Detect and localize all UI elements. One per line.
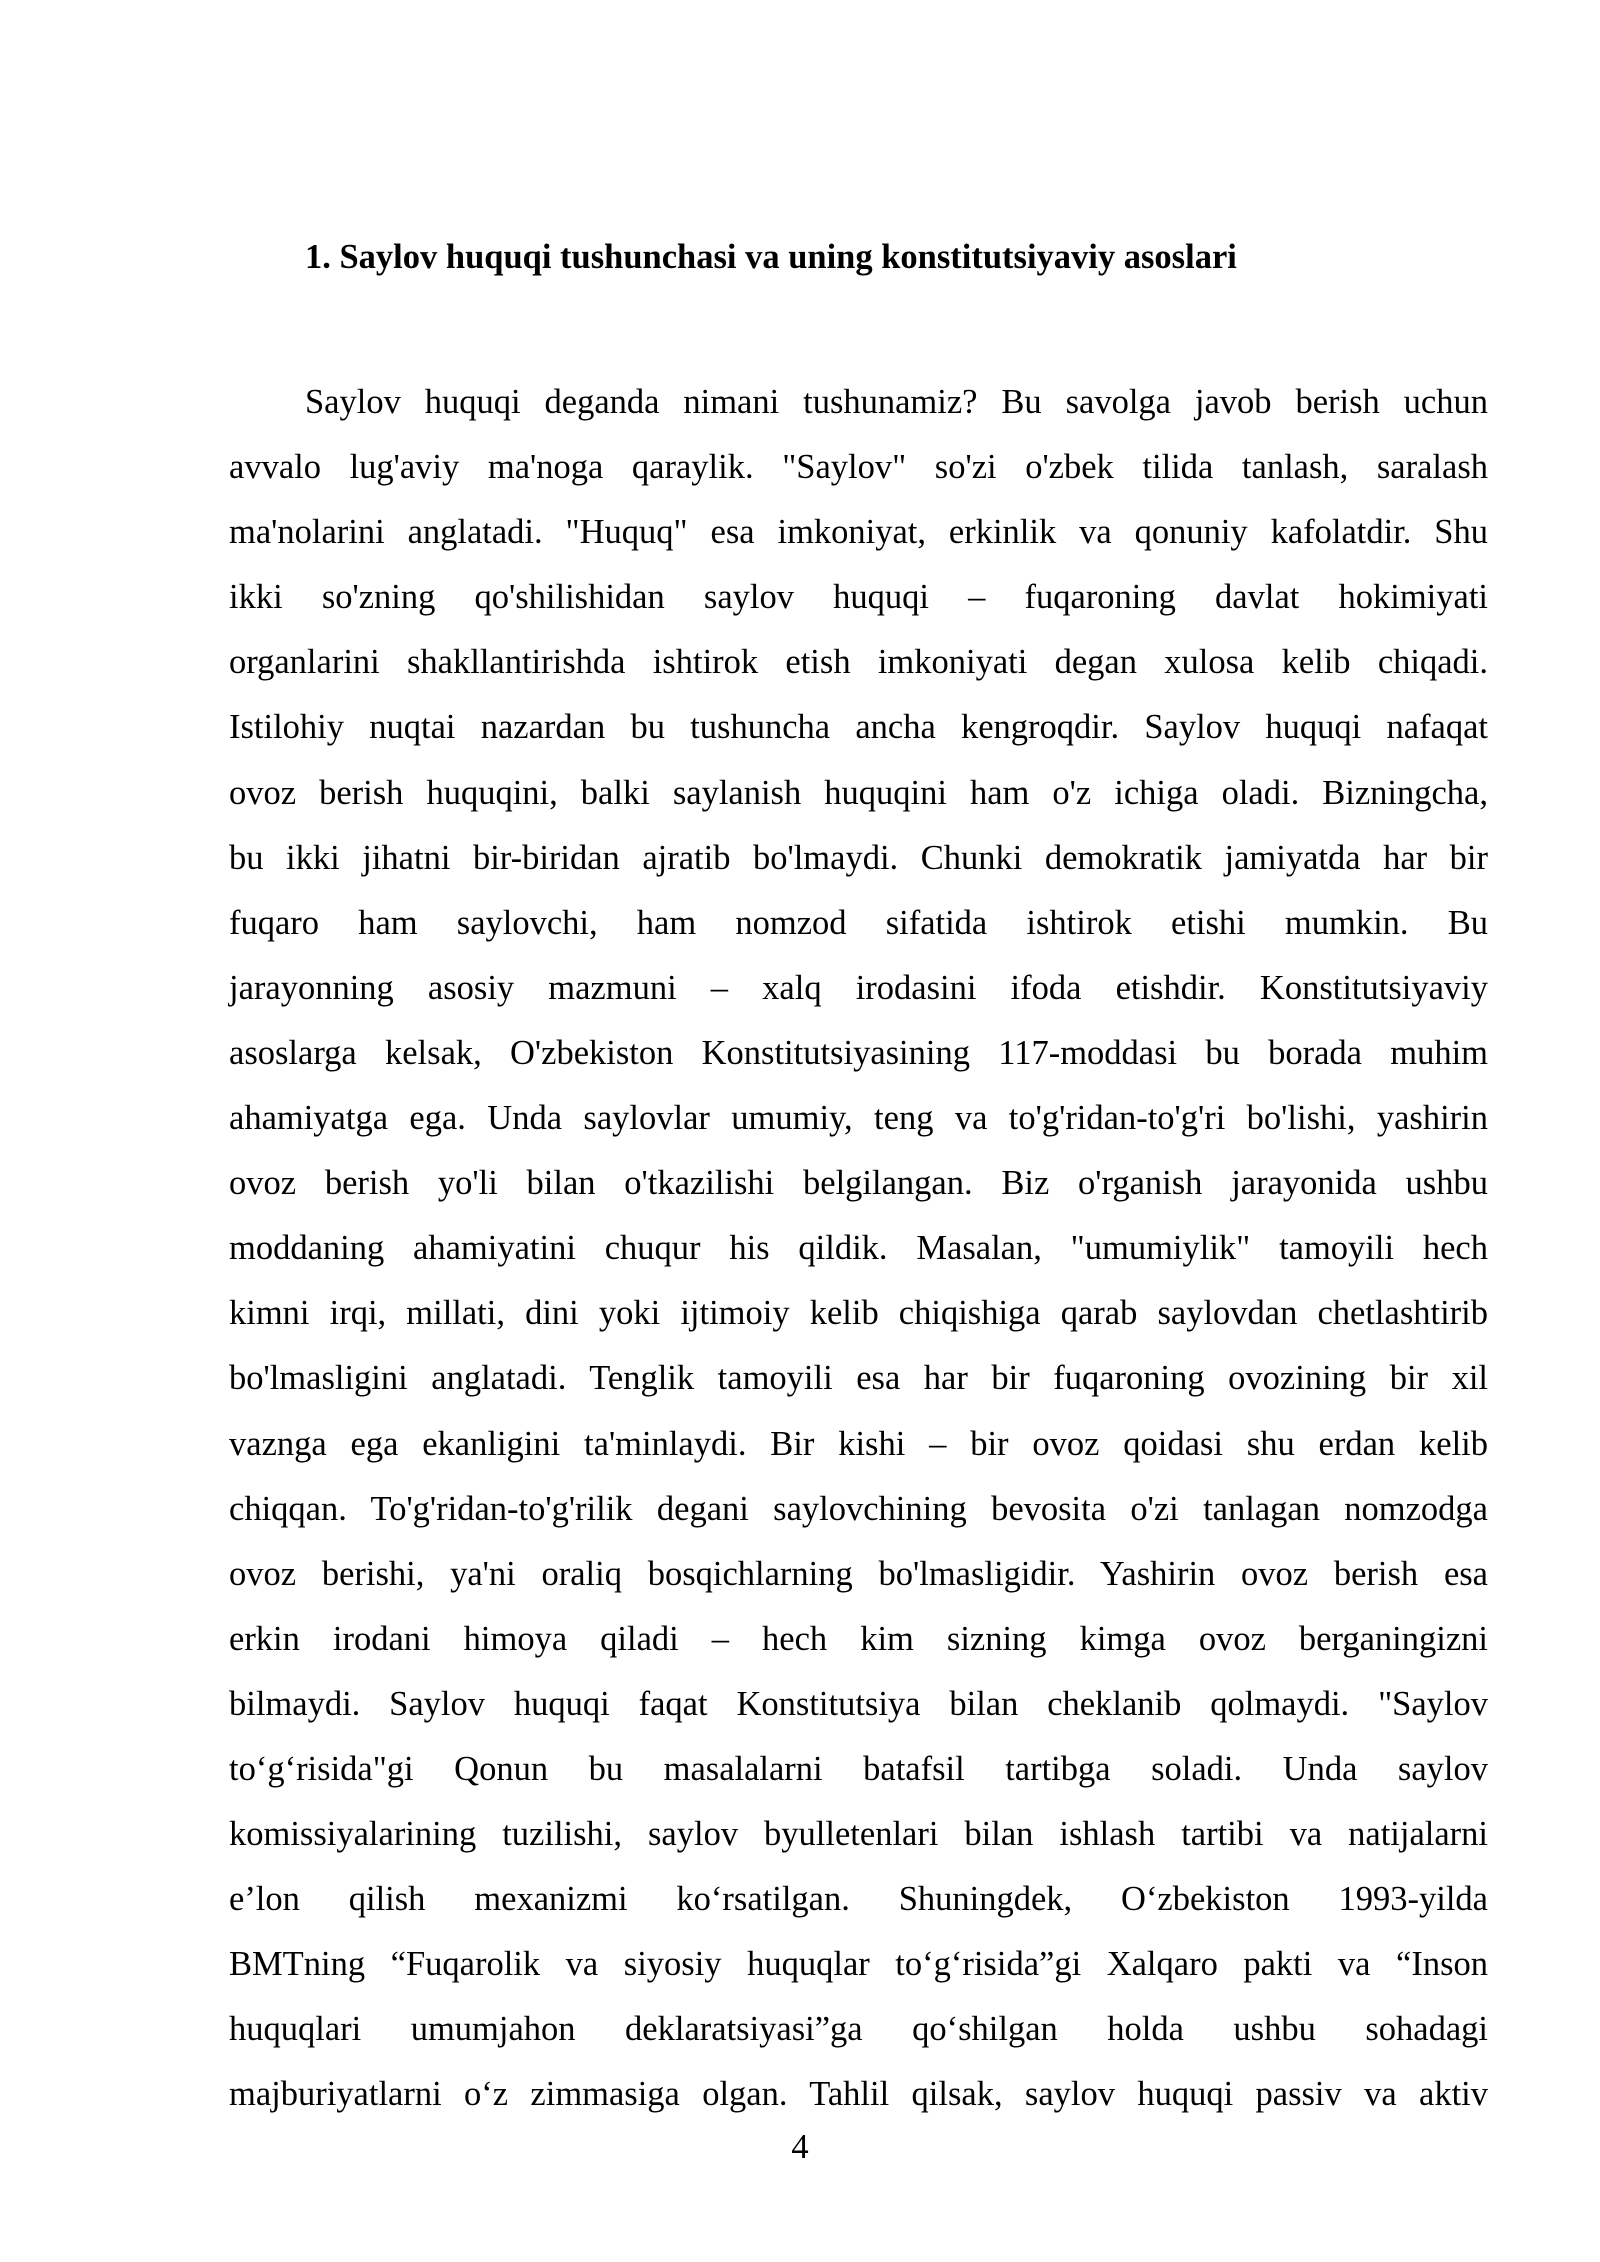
section-heading: 1. Saylov huquqi tushunchasi va uning konstitutsiyaviy asoslari xyxy=(305,238,1237,276)
paragraph-line: fuqaro ham saylovchi, ham nomzod sifatida ishtirok etishi mumkin. Bu xyxy=(229,903,1488,942)
paragraph-line: chiqqan. To'g'ridan-to'g'rilik degani saylovchining bevosita o'zi tanlagan nomzodga xyxy=(229,1489,1488,1528)
paragraph-line: moddaning ahamiyatini chuqur his qildik. Masalan, "umumiylik" tamoyili hech xyxy=(229,1229,1488,1268)
paragraph-line: organlarini shakllantirishda ishtirok etish imkoniyati degan xulosa kelib chiqadi. xyxy=(229,643,1488,682)
paragraph-line: bu ikki jihatni bir-biridan ajratib bo'lmaydi. Chunki demokratik jamiyatda har bir xyxy=(229,838,1488,877)
paragraph-line: jarayonning asosiy mazmuni – xalq irodasini ifoda etishdir. Konstitutsiyaviy xyxy=(229,968,1488,1007)
paragraph-line: vaznga ega ekanligini ta'minlaydi. Bir kishi – bir ovoz qoidasi shu erdan kelib xyxy=(229,1424,1488,1463)
paragraph-line: ovoz berish huquqini, balki saylanish huquqini ham o'z ichiga oladi. Bizningcha, xyxy=(229,773,1488,812)
paragraph-line: BMTning “Fuqarolik va siyosiy huquqlar to‘g‘risida”gi Xalqaro pakti va “Inson xyxy=(229,1945,1488,1984)
paragraph-line: avvalo lug'aviy ma'noga qaraylik. "Saylov" so'zi o'zbek tilida tanlash, saralash xyxy=(229,448,1488,487)
paragraph-line: ikki so'zning qo'shilishidan saylov huquqi – fuqaroning davlat hokimiyati xyxy=(229,578,1488,617)
paragraph-line: ovoz berishi, ya'ni oraliq bosqichlarning bo'lmasligidir. Yashirin ovoz berish esa xyxy=(229,1554,1488,1593)
paragraph-line: erkin irodani himoya qiladi – hech kim sizning kimga ovoz berganingizni xyxy=(229,1619,1488,1658)
paragraph-line: Saylov huquqi deganda nimani tushunamiz? Bu savolga javob berish uchun xyxy=(305,383,1488,421)
paragraph-line: majburiyatlarni o‘z zimmasiga olgan. Tahlil qilsak, saylov huquqi passiv va aktiv xyxy=(229,2075,1488,2114)
paragraph-line: asoslarga kelsak, O'zbekiston Konstitutsiyasining 117-moddasi bu borada muhim xyxy=(229,1033,1488,1072)
paragraph-line: huquqlari umumjahon deklaratsiyasi”ga qo‘shilgan holda ushbu sohadagi xyxy=(229,2010,1488,2049)
paragraph-line: e’lon qilish mexanizmi ko‘rsatilgan. Shuningdek, O‘zbekiston 1993-yilda xyxy=(229,1880,1488,1919)
paragraph-line: to‘g‘risida"gi Qonun bu masalalarni batafsil tartibga soladi. Unda saylov xyxy=(229,1749,1488,1788)
paragraph-line: kimni irqi, millati, dini yoki ijtimoiy kelib chiqishiga qarab saylovdan chetlashtirib xyxy=(229,1294,1488,1333)
page-number: 4 xyxy=(791,2128,809,2166)
paragraph-line: bo'lmasligini anglatadi. Tenglik tamoyili esa har bir fuqaroning ovozining bir xil xyxy=(229,1359,1488,1398)
paragraph-line: ovoz berish yo'li bilan o'tkazilishi belgilangan. Biz o'rganish jarayonida ushbu xyxy=(229,1164,1488,1203)
paragraph-line: komissiyalarining tuzilishi, saylov byulletenlari bilan ishlash tartibi va natijalarni xyxy=(229,1815,1488,1854)
paragraph-line: ahamiyatga ega. Unda saylovlar umumiy, teng va to'g'ridan-to'g'ri bo'lishi, yashirin xyxy=(229,1099,1488,1138)
paragraph-line: ma'nolarini anglatadi. "Huquq" esa imkoniyat, erkinlik va qonuniy kafolatdir. Shu xyxy=(229,513,1488,552)
body-paragraph xyxy=(229,370,1488,2128)
paragraph-line: bilmaydi. Saylov huquqi faqat Konstitutsiya bilan cheklanib qolmaydi. "Saylov xyxy=(229,1684,1488,1723)
paragraph-line: Istilohiy nuqtai nazardan bu tushuncha ancha kengroqdir. Saylov huquqi nafaqat xyxy=(229,708,1488,747)
